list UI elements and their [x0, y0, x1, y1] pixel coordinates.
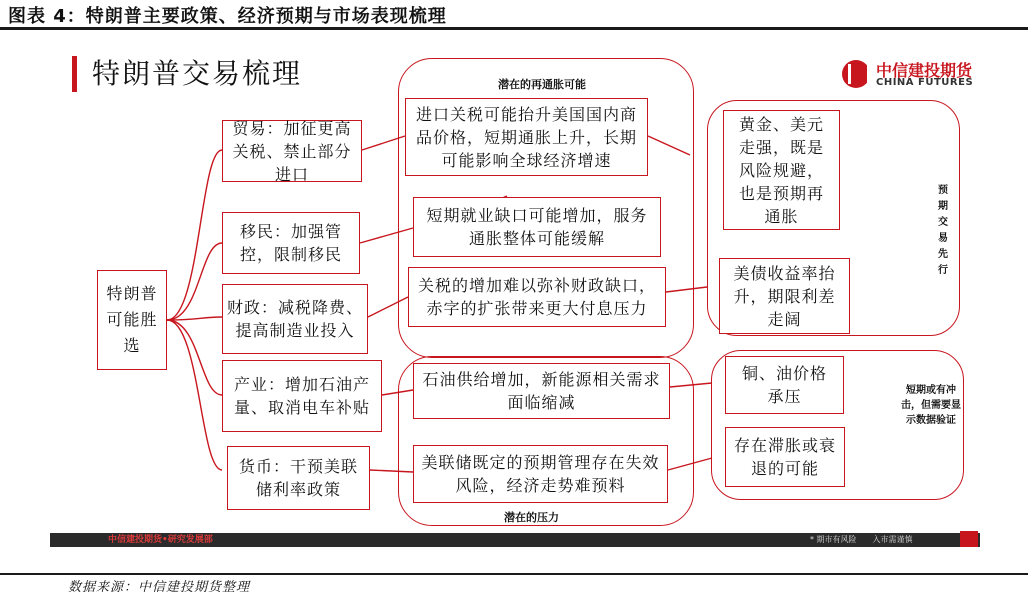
policy-industry: 产业：增加石油产量、取消电车补贴	[222, 360, 382, 432]
connector-root-monetary	[167, 320, 222, 470]
policy-trade: 贸易：加征更高关税、禁止部分进口	[222, 120, 362, 182]
pressure-group-label: 潜在的压力	[504, 511, 559, 524]
side-label-bottom: 短期或有冲击，但需要显示数据验证	[901, 385, 961, 426]
logo-en-text: CHINA FUTURES	[876, 77, 974, 88]
footer-dept: 中信建投期货•研究发展部	[108, 535, 213, 545]
root-node: 特朗普可能胜选	[97, 270, 167, 370]
reflation-group-label: 潜在的再通胀可能	[498, 78, 586, 91]
connector-root-industry	[167, 320, 222, 395]
effect-tariff-inflation: 进口关税可能抬升美国国内商品价格，短期通胀上升，长期可能影响全球经济增速	[405, 98, 648, 176]
effect-oil-supply: 石油供给增加，新能源相关需求面临缩减	[413, 363, 670, 419]
market-treasury-yield: 美债收益率抬升，期限利差走阔	[719, 258, 850, 334]
effect-fiscal-deficit: 关税的增加难以弥补财政缺口，赤字的扩张带来更大付息压力	[408, 267, 666, 327]
policy-monetary: 货币：干预美联储利率政策	[227, 446, 370, 510]
figure-title: 图表 4：特朗普主要政策、经济预期与市场表现梳理	[8, 6, 447, 27]
connector-root-trade	[167, 150, 222, 320]
market-copper-oil: 铜、油价格承压	[725, 356, 844, 414]
side-label-top: 预期交易先行	[938, 185, 948, 276]
bottom-rule	[0, 573, 1028, 575]
policy-immigration: 移民：加强管控，限制移民	[222, 212, 360, 274]
effect-fed-risk: 美联储既定的预期管理存在失效风险，经济走势难预料	[413, 445, 668, 503]
effect-labor-gap: 短期就业缺口可能增加，服务通胀整体可能缓解	[413, 197, 661, 257]
market-gold-usd: 黄金、美元走强，既是风险规避，也是预期再通胀	[723, 110, 840, 230]
footer-red-block	[960, 531, 978, 547]
data-source: 数据来源：中信建投期货整理	[68, 580, 251, 595]
policy-fiscal: 财政：减税降费、提高制造业投入	[222, 284, 368, 354]
market-stagflation: 存在滞胀或衰退的可能	[725, 427, 845, 487]
footer-disclaimer: * 期市有风险 入市需谨慎	[810, 535, 913, 544]
slide-heading: 特朗普交易梳理	[92, 57, 303, 90]
logo-cn-text: 中信建投期货	[876, 61, 973, 80]
